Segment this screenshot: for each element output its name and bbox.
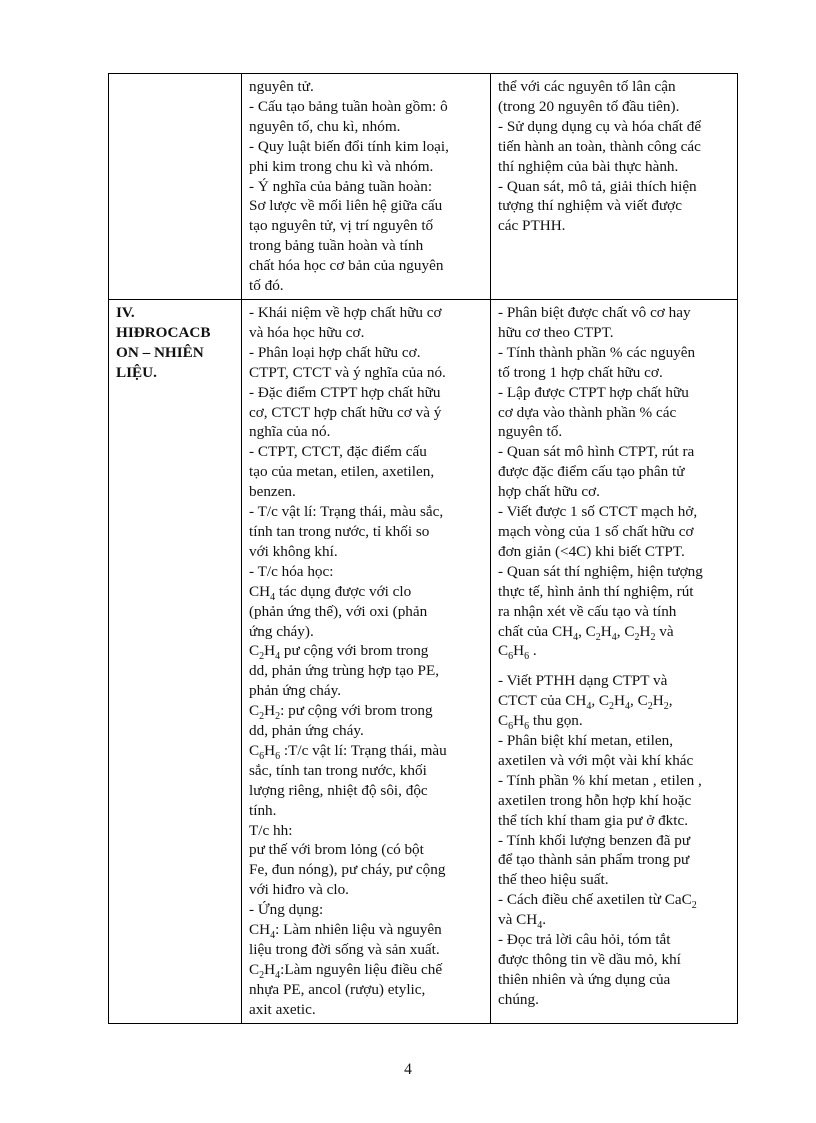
text-line: thiên nhiên và ứng dụng của bbox=[498, 970, 671, 988]
text-line: $CH_4$ tác dụng được với clo bbox=[249, 582, 412, 603]
text-line: - Cấu tạo bảng tuần hoàn gồm: ô bbox=[249, 97, 448, 115]
text-line: phản ứng cháy. bbox=[249, 682, 342, 700]
text-line: - Viết PTHH dạng CTPT và bbox=[498, 672, 668, 690]
text-line: cơ, CTCT hợp chất hữu cơ và ý bbox=[249, 403, 442, 421]
page-number: 4 bbox=[404, 1061, 412, 1078]
text-line: axetilen trong hỗn hợp khí hoặc bbox=[498, 791, 692, 809]
text-line: - Phân biệt khí metan, etilen, bbox=[498, 732, 674, 750]
text-line: - Tính thành phần % các nguyên bbox=[498, 343, 696, 361]
text-line: (phản ứng thế), với oxi (phản bbox=[249, 602, 428, 620]
text-line: và $CH_4$. bbox=[498, 911, 547, 932]
blank-line bbox=[498, 661, 730, 671]
text-line: nhựa PE, ancol (rượu) etylic, bbox=[249, 980, 426, 998]
text-line: hợp chất hữu cơ. bbox=[498, 483, 600, 501]
text-line: ON – NHIÊN bbox=[116, 343, 204, 361]
text-line: dd, phản ứng trùng hợp tạo PE, bbox=[249, 662, 440, 680]
text-line: CTCT của $CH_4$, $C_2H_4$, $C_2H_2$, bbox=[498, 692, 673, 713]
text-line: - Quan sát, mô tả, giải thích hiện bbox=[498, 177, 697, 195]
text-line: thế theo hiệu suất. bbox=[498, 871, 609, 889]
text-line: trong bảng tuần hoàn và tính bbox=[249, 237, 424, 255]
text-line: benzen. bbox=[249, 483, 296, 501]
text-line: axetilen và với một vài khí khác bbox=[498, 751, 694, 769]
text-line: thể tích khí tham gia pư ở đktc. bbox=[498, 811, 689, 829]
text-line: ứng cháy). bbox=[249, 622, 314, 640]
text-line: - Phân biệt được chất vô cơ hay bbox=[498, 304, 691, 321]
text-line: $C_2H_2$: pư cộng với brom trong bbox=[249, 702, 433, 723]
text-line: phi kim trong chu kì và nhóm. bbox=[249, 157, 434, 175]
text-line: với không khí. bbox=[249, 542, 338, 560]
text-line: Sơ lược về mối liên hệ giữa cấu bbox=[249, 197, 443, 215]
text-line: lượng riêng, nhiệt độ sôi, độc bbox=[249, 781, 428, 799]
skills-cell bbox=[491, 300, 738, 1024]
text-line: $C_2H_4$ pư cộng với brom trong bbox=[249, 642, 429, 663]
text-line: - Sử dụng dụng cụ và hóa chất để bbox=[498, 117, 702, 135]
text-line: chất hóa học cơ bản của nguyên bbox=[249, 257, 444, 275]
text-line: được thông tin về dầu mỏ, khí bbox=[498, 951, 681, 968]
text-line: sắc, tính tan trong nước, khối bbox=[249, 761, 427, 779]
text-line: - Lập được CTPT hợp chất hữu bbox=[498, 383, 689, 401]
text-line: T/c hh: bbox=[249, 821, 293, 839]
text-line: tạo của metan, etilen, axetilen, bbox=[249, 463, 435, 481]
text-line: tạo nguyên tử, vị trí nguyên tố bbox=[249, 217, 434, 235]
text-line: được đặc điểm cấu tạo phân tử bbox=[498, 463, 685, 481]
text-line: IV. bbox=[116, 304, 135, 321]
text-line: - Tính phần % khí metan , etilen , bbox=[498, 771, 702, 789]
text-line: chúng. bbox=[498, 990, 539, 1008]
text-line: $C_6H_6$ thu gọn. bbox=[498, 712, 583, 733]
text-line: $C_6H_6$ :T/c vật lí: Trạng thái, màu bbox=[249, 741, 447, 762]
text-line: các PTHH. bbox=[498, 217, 566, 235]
knowledge-cell bbox=[242, 300, 491, 1024]
text-line: - Đặc điểm CTPT hợp chất hữu bbox=[249, 383, 441, 401]
text-line: - Quan sát mô hình CTPT, rút ra bbox=[498, 443, 695, 461]
text-line: tính. bbox=[249, 801, 277, 819]
text-line: nguyên tử. bbox=[249, 78, 314, 95]
text-line: pư thế với brom lỏng (có bột bbox=[249, 841, 424, 859]
text-line: để tạo thành sản phẩm trong pư bbox=[498, 851, 690, 869]
text-line: nguyên tố. bbox=[498, 423, 563, 441]
text-line: axit axetic. bbox=[249, 1000, 316, 1018]
text-line: với hiđro và clo. bbox=[249, 881, 349, 899]
table-row-continued bbox=[109, 74, 738, 300]
text-line: mạch vòng của 1 số chất hữu cơ bbox=[498, 522, 694, 540]
text-line: - T/c hóa học: bbox=[249, 562, 334, 580]
text-line: - Ứng dụng: bbox=[249, 901, 324, 919]
text-line: cơ dựa vào thành phần % các bbox=[498, 403, 677, 421]
text-line: đơn giản (<4C) khi biết CTPT. bbox=[498, 542, 685, 560]
table-row-hydrocarbon bbox=[109, 300, 738, 1024]
text-line: - Tính khối lượng benzen đã pư bbox=[498, 831, 691, 849]
skills-cell bbox=[491, 74, 738, 300]
text-line: dd, phản ứng cháy. bbox=[249, 722, 364, 740]
text-line: tố trong 1 hợp chất hữu cơ. bbox=[498, 363, 663, 381]
topic-cell bbox=[109, 74, 242, 300]
text-line: nguyên tố, chu kì, nhóm. bbox=[249, 117, 401, 135]
text-line: Fe, đun nóng), pư cháy, pư cộng bbox=[249, 861, 446, 879]
text-line: - T/c vật lí: Trạng thái, màu sắc, bbox=[249, 503, 444, 521]
text-line: (trong 20 nguyên tố đầu tiên). bbox=[498, 97, 680, 115]
text-line: $C_2H_4:Làm$ nguyên liệu điều chế bbox=[249, 960, 443, 981]
text-line: - Cách điều chế axetilen từ CaC$_2$ bbox=[498, 891, 697, 912]
text-line: thí nghiệm của bài thực hành. bbox=[498, 157, 679, 175]
text-line: - Phân loại hợp chất hữu cơ. bbox=[249, 343, 421, 361]
text-line: - Ý nghĩa của bảng tuần hoàn: bbox=[249, 177, 433, 195]
text-line: ra nhận xét về cấu tạo và tính bbox=[498, 602, 677, 620]
text-line: - Đọc trả lời câu hỏi, tóm tắt bbox=[498, 931, 671, 949]
text-line: $CH_4$: Làm nhiên liệu và nguyên bbox=[249, 921, 442, 942]
text-line: thực tế, hình ảnh thí nghiệm, rút bbox=[498, 582, 694, 600]
text-line: thể với các nguyên tố lân cận bbox=[498, 78, 676, 95]
text-line: tố đó. bbox=[249, 277, 284, 295]
text-line: - Quy luật biến đổi tính kim loại, bbox=[249, 137, 449, 155]
text-line: - Khái niệm về hợp chất hữu cơ bbox=[249, 304, 442, 321]
text-line: liệu trong đời sống và sản xuất. bbox=[249, 941, 440, 958]
text-line: chất của $CH_4$, $C_2H_4$, $C_2H_2$ và bbox=[498, 622, 674, 643]
curriculum-table bbox=[108, 73, 738, 1024]
knowledge-cell bbox=[242, 74, 491, 300]
text-line: CTPT, CTCT và ý nghĩa của nó. bbox=[249, 363, 446, 381]
text-line: và hóa học hữu cơ. bbox=[249, 323, 365, 341]
text-line: LIỆU. bbox=[116, 363, 157, 381]
text-line: hữu cơ theo CTPT. bbox=[498, 323, 614, 341]
text-line: - Viết được 1 số CTCT mạch hở, bbox=[498, 503, 698, 521]
text-line: HIĐROCACB bbox=[116, 323, 211, 341]
topic-cell bbox=[109, 300, 242, 1024]
text-line: tính tan trong nước, tỉ khối so bbox=[249, 522, 430, 540]
text-line: - CTPT, CTCT, đặc điểm cấu bbox=[249, 443, 427, 461]
text-line: - Quan sát thí nghiệm, hiện tượng bbox=[498, 562, 703, 580]
text-line: nghĩa của nó. bbox=[249, 423, 331, 441]
text-line: tượng thí nghiệm và viết được bbox=[498, 197, 682, 215]
text-line: tiến hành an toàn, thành công các bbox=[498, 137, 701, 155]
text-line: $C_6H_6$ . bbox=[498, 642, 537, 663]
